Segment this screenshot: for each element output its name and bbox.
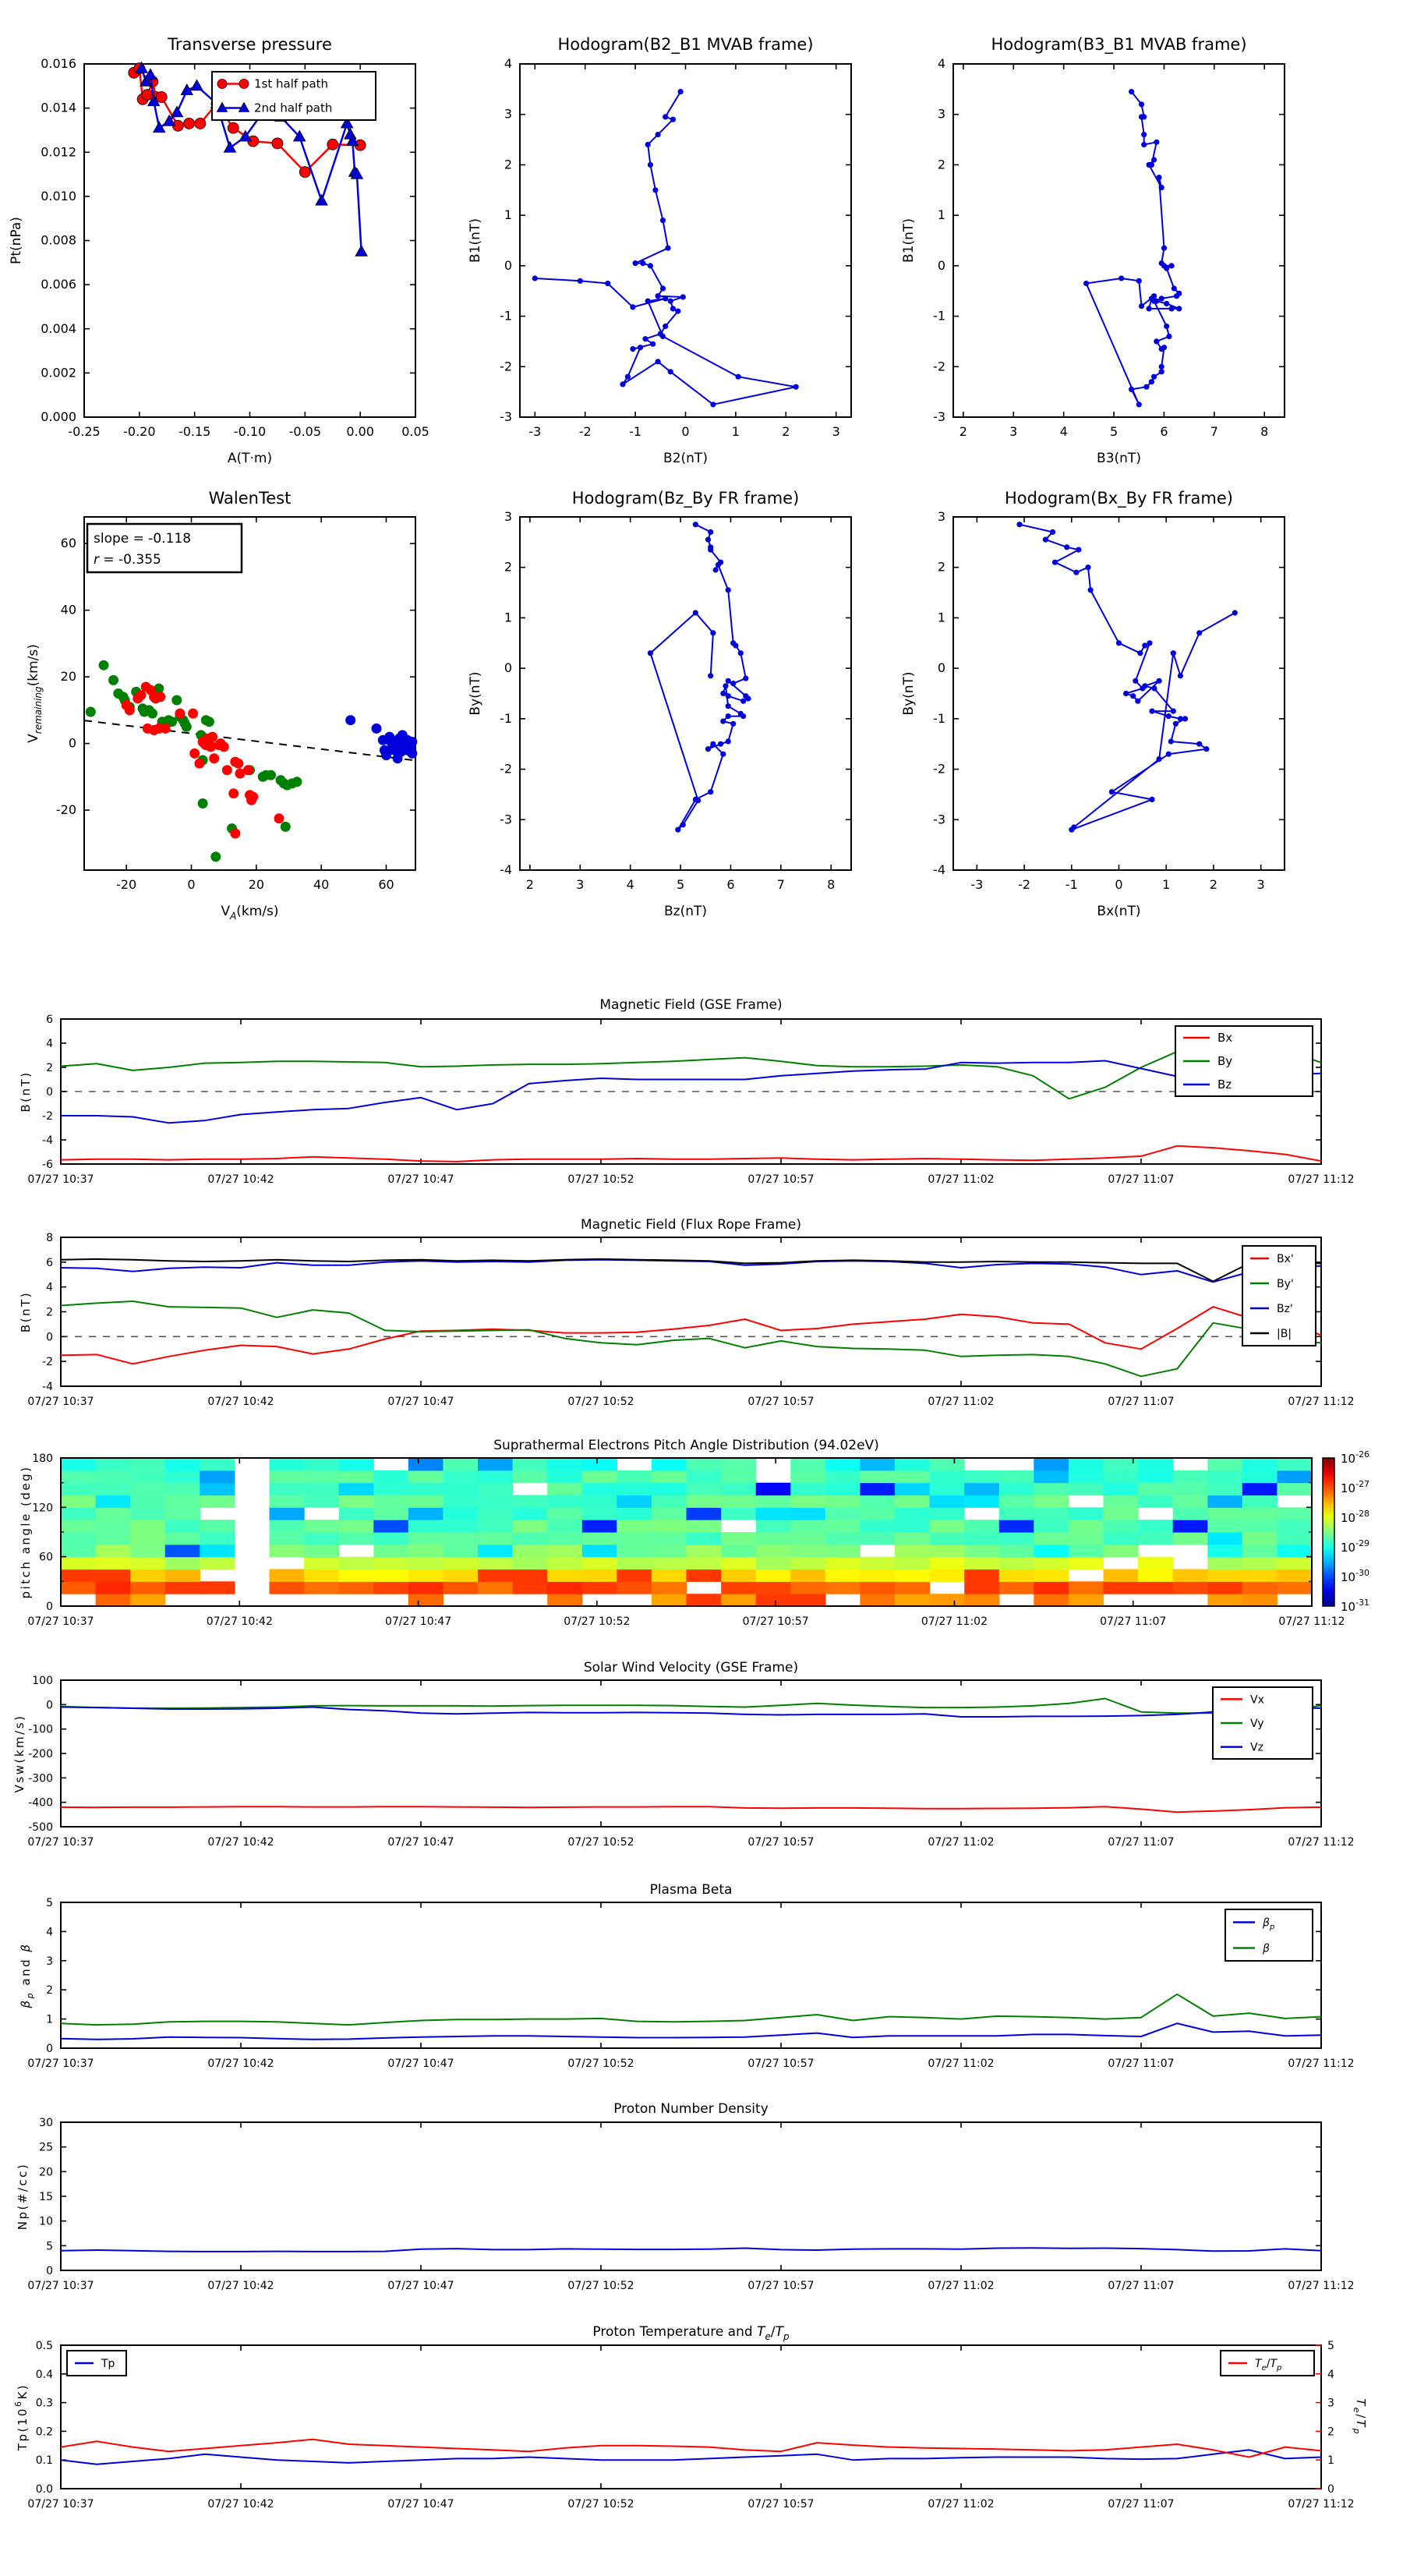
x-tick-label: 07/27 10:42 — [207, 1173, 274, 1186]
x-tick-label: 07/27 11:12 — [1288, 1836, 1355, 1849]
x-tick-label: 20 — [248, 877, 265, 892]
y-tick-label: 2 — [46, 1062, 53, 1074]
x-tick-label: 07/27 11:02 — [928, 1396, 995, 1408]
y-tick-label: 0.012 — [41, 144, 76, 160]
y-axis-label: $V_{remaining}(km/s)$ — [26, 644, 44, 743]
legend-tp — [67, 2351, 126, 2376]
legend-label: 1st half path — [254, 76, 329, 91]
axes-frame — [61, 2345, 1321, 2489]
x-tick-label: 07/27 11:07 — [1108, 1396, 1175, 1408]
x-tick-label: 07/27 10:57 — [747, 2280, 815, 2292]
x-tick-label: 07/27 11:02 — [928, 1173, 995, 1186]
legend-label: Bx — [1217, 1031, 1233, 1045]
y-tick-label: -6 — [42, 1159, 53, 1171]
y-tick-label: 2 — [46, 1984, 53, 1997]
y-tick-label: 1 — [46, 2013, 53, 2026]
panel-beta — [19, 1882, 1355, 2070]
legend-label: Vx — [1250, 1693, 1264, 1707]
chart-title: Magnetic Field (GSE Frame) — [599, 997, 783, 1013]
x-tick-label: 07/27 10:52 — [567, 1396, 634, 1408]
panel-frf — [19, 1217, 1355, 1408]
colorbar — [1323, 1458, 1334, 1606]
x-tick-label: 07/27 11:07 — [1108, 2498, 1175, 2511]
y-tick-label: 0.0 — [35, 2483, 53, 2496]
y-tick-label: 4 — [46, 1281, 53, 1294]
y-tick-label: 100 — [32, 1675, 53, 1687]
y-axis-label: pitch angle (deg) — [19, 1465, 33, 1599]
x-axis-label: Bz(nT) — [663, 904, 708, 919]
y-tick-label: -2 — [42, 1110, 53, 1123]
y2-tick-label: 3 — [1327, 2397, 1334, 2410]
x-tick-label: 07/27 10:57 — [747, 2498, 815, 2511]
y-tick-label: 0.014 — [41, 100, 76, 115]
x-tick-label: 07/27 10:52 — [567, 2280, 634, 2292]
x-tick-label: 07/27 10:52 — [567, 2498, 634, 2511]
legend-label: $T_e/T_p$ — [1255, 2358, 1282, 2373]
y-tick-label: 0.5 — [35, 2340, 53, 2352]
y-tick-label: 4 — [937, 56, 945, 71]
y-tick-label: -4 — [42, 1381, 53, 1393]
x-tick-label: -0.10 — [233, 424, 267, 439]
y-tick-label: 0.000 — [41, 409, 76, 424]
x-tick-label: 07/27 11:12 — [1288, 1396, 1355, 1408]
y-axis-label: $\beta_p$ and β — [19, 1942, 35, 2008]
legend-frf — [1242, 1246, 1316, 1346]
axes-frame — [953, 517, 1285, 870]
chart-title: Proton Temperature and $T_e/T_p$ — [592, 2324, 790, 2342]
y2-axis-label: $T_e/T_p$ — [1352, 2398, 1368, 2436]
axes-frame — [61, 1237, 1321, 1386]
x-tick-label: 2 — [782, 424, 790, 439]
x-tick-label: 07/27 11:02 — [928, 2058, 995, 2070]
x-tick-label: 07/27 11:12 — [1288, 2280, 1355, 2292]
legend-label: By' — [1277, 1278, 1294, 1290]
y-tick-label: 3 — [46, 1955, 53, 1968]
y-tick-label: 1 — [504, 610, 512, 625]
x-tick-label: 07/27 10:37 — [27, 2498, 94, 2511]
axes-frame — [61, 1902, 1321, 2048]
chart-title: Hodogram(B2_B1 MVAB frame) — [557, 35, 814, 54]
x-tick-label: 07/27 10:42 — [207, 2058, 274, 2070]
panel-gse — [19, 997, 1355, 1186]
y-tick-label: 0 — [46, 2043, 53, 2055]
y-tick-label: 60 — [60, 536, 76, 551]
y-tick-label: -3 — [500, 409, 512, 424]
x-tick-label: 07/27 10:42 — [207, 2498, 274, 2511]
y-axis-label: B(nT) — [19, 1070, 33, 1113]
x-axis-label: A(T·m) — [227, 451, 273, 466]
x-tick-label: 07/27 11:02 — [921, 1615, 988, 1628]
x-tick-label: 2 — [525, 877, 534, 892]
panel-tp — [13, 2324, 1368, 2511]
x-tick-label: -1 — [629, 424, 642, 439]
y-tick-label: 3 — [937, 509, 945, 524]
chart-title: Magnetic Field (Flux Rope Frame) — [581, 1217, 801, 1233]
x-tick-label: -3 — [970, 877, 984, 892]
colorbar-tick-label: $10^{-29}$ — [1341, 1538, 1370, 1555]
y-tick-label: -2 — [500, 761, 512, 777]
x-tick-label: 07/27 10:37 — [27, 1396, 94, 1408]
y-tick-label: 0 — [46, 1601, 53, 1613]
x-tick-label: 0 — [187, 877, 196, 892]
x-tick-label: 7 — [776, 877, 785, 892]
y-axis-label: Vsw(km/s) — [12, 1714, 27, 1793]
chart-title: Solar Wind Velocity (GSE Frame) — [583, 1660, 799, 1675]
y-tick-label: 1 — [937, 610, 945, 625]
y-tick-label: -20 — [55, 802, 76, 818]
y-tick-label: 0 — [937, 660, 945, 676]
x-tick-label: 07/27 10:42 — [206, 1615, 273, 1628]
y-tick-label: 0.010 — [41, 188, 76, 203]
x-tick-label: 07/27 10:42 — [207, 1836, 274, 1849]
y-tick-label: 0 — [937, 257, 945, 273]
legend-label: |B| — [1277, 1328, 1292, 1340]
y-tick-label: -1 — [933, 308, 945, 324]
legend-label: Tp — [101, 2358, 115, 2370]
colorbar-tick-label: $10^{-31}$ — [1341, 1598, 1370, 1614]
y-tick-label: 2 — [46, 1306, 53, 1319]
x-tick-label: -2 — [1018, 877, 1031, 892]
x-tick-label: 07/27 10:37 — [27, 1836, 94, 1849]
chart-title: Transverse pressure — [168, 35, 332, 54]
panel-b2b1 — [468, 35, 851, 466]
y-tick-label: -1 — [500, 308, 512, 324]
legend-vsw — [1213, 1687, 1313, 1759]
axes-frame — [520, 64, 851, 417]
x-tick-label: 3 — [1256, 877, 1265, 892]
y-tick-label: 0.4 — [35, 2368, 53, 2381]
x-tick-label: -3 — [528, 424, 542, 439]
legend-beta — [1225, 1909, 1313, 1961]
y-axis-label: By(nT) — [901, 671, 917, 716]
y-tick-label: 4 — [46, 1038, 53, 1050]
x-tick-label: 07/27 11:07 — [1108, 1836, 1175, 1849]
panel-bxby — [901, 489, 1285, 919]
x-tick-label: 07/27 10:47 — [387, 2280, 454, 2292]
x-tick-label: 07/27 10:47 — [387, 1396, 454, 1408]
legend-label: $\beta_p$ — [1263, 1916, 1275, 1932]
chart-title: Plasma Beta — [649, 1882, 733, 1898]
chart-title: Hodogram(Bz_By FR frame) — [571, 489, 800, 508]
y-tick-label: -400 — [28, 1796, 53, 1810]
x-tick-label: 60 — [378, 877, 394, 892]
y-axis-label: B1(nT) — [901, 218, 917, 263]
y-tick-label: -2 — [42, 1356, 53, 1369]
x-tick-label: 3 — [1009, 424, 1018, 439]
x-axis-label: B3(nT) — [1097, 451, 1141, 466]
y-tick-label: 0 — [46, 2265, 53, 2277]
y-tick-label: -2 — [500, 359, 512, 374]
x-tick-label: 07/27 10:52 — [567, 1173, 634, 1186]
x-tick-label: -20 — [116, 877, 137, 892]
annotation-line: r = -0.355 — [94, 552, 161, 568]
y2-tick-label: 4 — [1327, 2368, 1334, 2381]
y-tick-label: 4 — [504, 56, 512, 71]
y-tick-label: -4 — [500, 862, 512, 877]
y-tick-label: -2 — [933, 359, 945, 374]
chart-title: WalenTest — [208, 489, 292, 508]
y2-tick-label: 5 — [1327, 2340, 1334, 2352]
colorbar-tick-label: $10^{-30}$ — [1341, 1568, 1370, 1584]
x-tick-label: 07/27 11:02 — [928, 1836, 995, 1849]
x-tick-label: 07/27 10:57 — [747, 1396, 815, 1408]
y-tick-label: 8 — [46, 1232, 53, 1244]
x-axis-label: Bx(nT) — [1097, 904, 1141, 919]
x-tick-label: -1 — [1065, 877, 1078, 892]
y-tick-label: -4 — [42, 1134, 53, 1147]
y-tick-label: 180 — [32, 1453, 53, 1465]
x-tick-label: 3 — [576, 877, 585, 892]
x-tick-label: 07/27 11:07 — [1108, 2058, 1175, 2070]
y-tick-label: 25 — [39, 2141, 53, 2154]
legend-label: Vz — [1250, 1741, 1263, 1754]
x-tick-label: 07/27 10:57 — [747, 1173, 815, 1186]
x-tick-label: 4 — [1059, 424, 1068, 439]
y-tick-label: -100 — [28, 1723, 53, 1736]
chart-title: Hodogram(B3_B1 MVAB frame) — [991, 35, 1247, 54]
y-tick-label: 15 — [39, 2191, 53, 2203]
y-tick-label: -4 — [933, 862, 945, 877]
x-tick-label: 07/27 11:07 — [1108, 2280, 1175, 2292]
y-tick-label: -200 — [28, 1748, 53, 1760]
chart-title: Suprathermal Electrons Pitch Angle Distribution (94.02eV) — [493, 1438, 879, 1453]
y-tick-label: -1 — [500, 710, 512, 726]
x-tick-label: 8 — [1260, 424, 1269, 439]
y-axis-label: $Tp(10^6K)$ — [13, 2383, 30, 2451]
y-tick-label: 60 — [39, 1551, 53, 1564]
y-tick-label: -500 — [28, 1821, 53, 1834]
y-axis-label: Np(#/cc) — [16, 2162, 30, 2231]
colorbar-tick-label: $10^{-27}$ — [1341, 1479, 1370, 1495]
y-tick-label: 6 — [46, 1256, 53, 1269]
x-tick-label: 07/27 11:02 — [928, 2498, 995, 2511]
x-tick-label: 6 — [1160, 424, 1168, 439]
colorbar-tick-label: $10^{-26}$ — [1341, 1449, 1370, 1466]
y-tick-label: 0 — [46, 1699, 53, 1712]
x-tick-label: 07/27 10:37 — [27, 1615, 94, 1628]
y-tick-label: 3 — [504, 106, 512, 122]
y-axis-label: B1(nT) — [468, 218, 483, 263]
y-axis-label: By(nT) — [468, 671, 483, 716]
legend-label: Bz — [1217, 1077, 1232, 1092]
x-tick-label: 40 — [313, 877, 330, 892]
x-tick-label: 4 — [626, 877, 634, 892]
y-tick-label: 2 — [504, 559, 512, 575]
x-tick-label: 07/27 10:57 — [747, 2058, 815, 2070]
x-tick-label: 8 — [827, 877, 836, 892]
x-tick-label: 0.05 — [401, 424, 429, 439]
legend-label: Bz' — [1277, 1303, 1293, 1315]
x-tick-label: 07/27 10:57 — [742, 1615, 809, 1628]
chart-title: Hodogram(Bx_By FR frame) — [1005, 489, 1233, 508]
x-tick-label: 07/27 11:07 — [1100, 1615, 1167, 1628]
x-tick-label: 6 — [726, 877, 735, 892]
panel-b3b1 — [901, 35, 1285, 466]
x-tick-label: 07/27 11:02 — [928, 2280, 995, 2292]
legend-label: By — [1217, 1054, 1233, 1068]
x-tick-label: 07/27 11:12 — [1288, 2498, 1355, 2511]
panel-pad — [19, 1438, 1369, 1628]
y-axis-label: B(nT) — [19, 1290, 33, 1333]
y-tick-label: 0 — [46, 1086, 53, 1099]
y-tick-label: 0.004 — [41, 320, 76, 336]
x-axis-label: B2(nT) — [663, 451, 708, 466]
y-tick-label: 5 — [46, 2240, 53, 2253]
x-tick-label: 7 — [1210, 424, 1218, 439]
x-tick-label: 07/27 11:07 — [1108, 1173, 1175, 1186]
axes-frame — [953, 64, 1285, 417]
x-tick-label: 07/27 10:47 — [387, 1836, 454, 1849]
y-tick-label: 0 — [46, 1331, 53, 1344]
y-axis-label: Pt(nPa) — [9, 217, 24, 264]
y-tick-label: 10 — [39, 2215, 53, 2228]
x-tick-label: 07/27 10:47 — [384, 1615, 452, 1628]
y-tick-label: 0.016 — [41, 56, 76, 71]
x-tick-label: 07/27 10:52 — [567, 2058, 634, 2070]
legend-gse — [1175, 1026, 1313, 1096]
y-tick-label: 1 — [504, 207, 512, 223]
y-tick-label: -3 — [933, 812, 945, 827]
x-tick-label: -0.15 — [178, 424, 211, 439]
x-tick-label: 07/27 10:37 — [27, 2280, 94, 2292]
y-tick-label: 30 — [39, 2117, 53, 2129]
annotation-line: slope = -0.118 — [94, 531, 192, 547]
panel-bzby — [468, 489, 851, 919]
y2-tick-label: 1 — [1327, 2454, 1334, 2468]
x-tick-label: 07/27 10:47 — [387, 2498, 454, 2511]
x-tick-label: 5 — [1109, 424, 1119, 439]
y-tick-label: 2 — [937, 157, 945, 172]
y-tick-label: -3 — [933, 409, 945, 424]
x-tick-label: 07/27 10:52 — [564, 1615, 631, 1628]
x-tick-label: 07/27 11:12 — [1278, 1615, 1345, 1628]
y-tick-label: 0.1 — [35, 2454, 53, 2468]
y-tick-label: 0 — [504, 257, 512, 273]
x-tick-label: 07/27 11:12 — [1288, 1173, 1355, 1186]
y2-tick-label: 0 — [1327, 2483, 1334, 2496]
panel-walen — [26, 489, 417, 922]
x-tick-label: -0.05 — [288, 424, 322, 439]
x-tick-label: -0.20 — [123, 424, 156, 439]
legend-label: Bx' — [1277, 1253, 1294, 1265]
chart-title: Proton Number Density — [613, 2101, 769, 2117]
x-axis-label: $V_A(km/s)$ — [221, 904, 279, 922]
y-tick-label: -1 — [933, 710, 945, 726]
axes-frame — [61, 1680, 1321, 1827]
x-tick-label: 07/27 10:47 — [387, 2058, 454, 2070]
x-tick-label: 07/27 10:37 — [27, 1173, 94, 1186]
y-tick-label: 3 — [937, 106, 945, 122]
y-tick-label: 4 — [46, 1926, 53, 1939]
legend-label: Vy — [1250, 1718, 1264, 1730]
y-tick-label: -300 — [28, 1772, 53, 1785]
panel-vsw — [12, 1660, 1355, 1849]
y-tick-label: 6 — [46, 1014, 53, 1026]
y-tick-label: -2 — [933, 761, 945, 777]
y-tick-label: 0.008 — [41, 232, 76, 248]
y-tick-label: 0.006 — [41, 277, 76, 292]
x-tick-label: 07/27 10:47 — [387, 1173, 454, 1186]
x-tick-label: 1 — [1162, 877, 1171, 892]
x-tick-label: 07/27 10:37 — [27, 2058, 94, 2070]
x-tick-label: 1 — [731, 424, 740, 439]
y-tick-label: 2 — [937, 559, 945, 575]
panel-np — [16, 2101, 1355, 2292]
y-tick-label: -3 — [500, 812, 512, 827]
y-tick-label: 2 — [504, 157, 512, 172]
y-tick-label: 20 — [60, 669, 76, 685]
y-tick-label: 0 — [68, 735, 76, 751]
x-tick-label: 07/27 10:42 — [207, 2280, 274, 2292]
y-tick-label: 1 — [937, 207, 945, 223]
x-tick-label: 5 — [676, 877, 685, 892]
x-tick-label: 07/27 10:42 — [207, 1396, 274, 1408]
y-tick-label: 5 — [46, 1897, 53, 1909]
y2-tick-label: 2 — [1327, 2426, 1334, 2439]
x-tick-label: 07/27 10:57 — [747, 1836, 815, 1849]
x-tick-label: 0.00 — [346, 424, 374, 439]
x-tick-label: 07/27 11:12 — [1288, 2058, 1355, 2070]
x-tick-label: -2 — [578, 424, 592, 439]
y-tick-label: 0 — [504, 660, 512, 676]
x-tick-label: -0.25 — [68, 424, 101, 439]
y-tick-label: 120 — [32, 1502, 53, 1515]
y-tick-label: 20 — [39, 2166, 53, 2179]
y-tick-label: 3 — [504, 509, 512, 524]
x-tick-label: 0 — [681, 424, 690, 439]
y-tick-label: 40 — [60, 602, 76, 617]
legend-label: 2nd half path — [254, 101, 333, 115]
y-tick-label: 0.2 — [35, 2426, 53, 2439]
x-tick-label: 3 — [832, 424, 840, 439]
legend-pt — [212, 72, 376, 120]
y-tick-label: 0.002 — [41, 365, 76, 380]
x-tick-label: 0 — [1115, 877, 1123, 892]
legend2-tp — [1221, 2351, 1314, 2376]
panel-pt — [9, 35, 429, 466]
x-tick-label: 2 — [959, 424, 967, 439]
y-tick-label: 0.3 — [35, 2397, 53, 2410]
legend-label: β — [1263, 1942, 1270, 1955]
x-tick-label: 07/27 10:52 — [567, 1836, 634, 1849]
colorbar-tick-label: $10^{-28}$ — [1341, 1509, 1370, 1525]
x-tick-label: 2 — [1209, 877, 1218, 892]
